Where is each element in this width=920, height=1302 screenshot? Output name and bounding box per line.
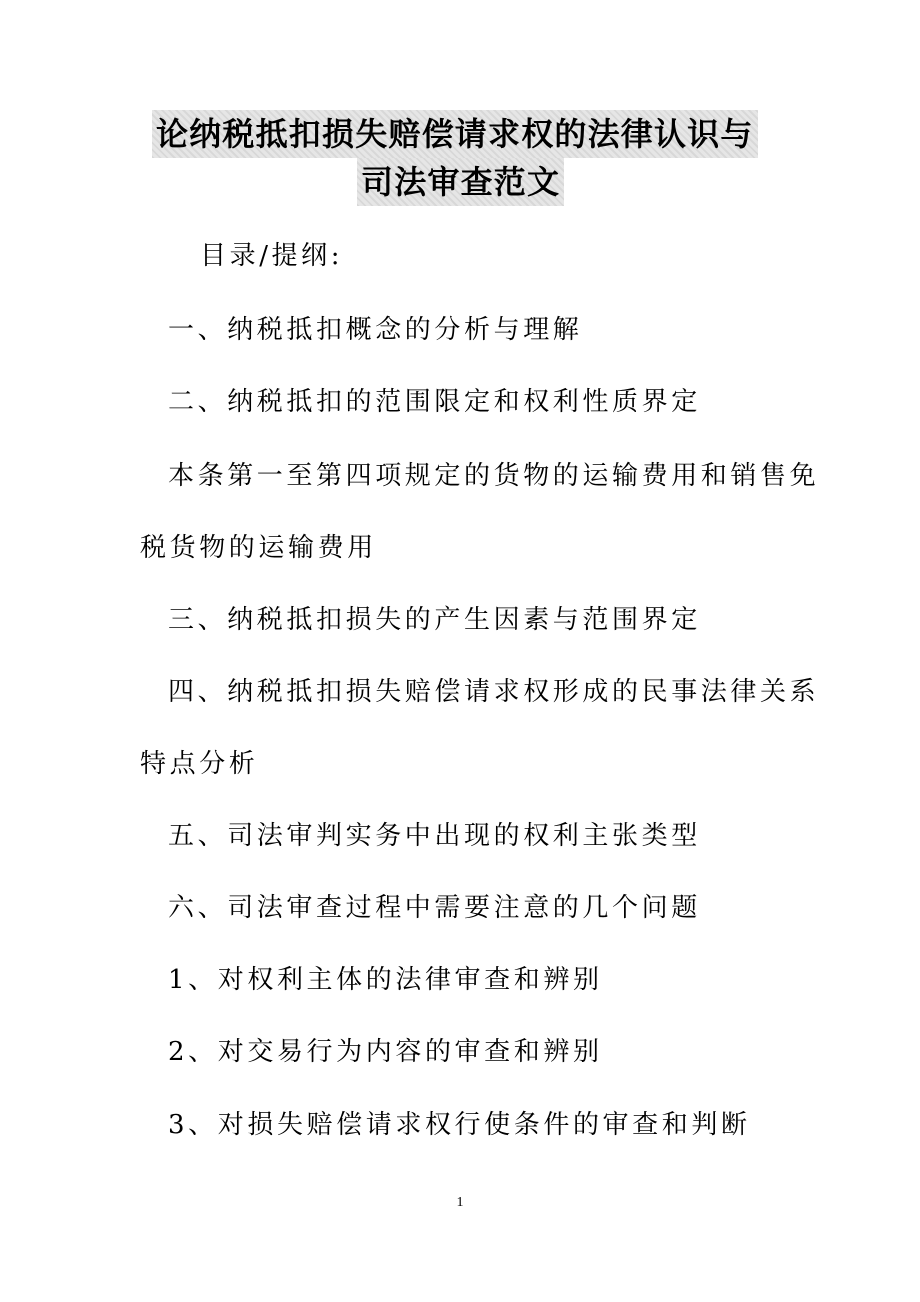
toc-item-3: 三、纳税抵扣损失的产生因素与范围界定 xyxy=(168,605,701,635)
toc-item-4-line-2: 特点分析 xyxy=(140,749,259,779)
toc-note-line-2: 税货物的运输费用 xyxy=(140,533,377,563)
toc-note-line-1: 本条第一至第四项规定的货物的运输费用和销售免 xyxy=(168,461,820,491)
toc-item-5: 五、司法审判实务中出现的权利主张类型 xyxy=(168,821,701,851)
toc-item-1: 一、纳税抵扣概念的分析与理解 xyxy=(168,315,583,345)
document-title-line-2: 司法审查范文 xyxy=(357,158,564,206)
toc-heading: 目录/提纲: xyxy=(200,241,344,271)
toc-subitem-3: 3、对损失赔偿请求权行使条件的审查和判断 xyxy=(168,1110,751,1140)
page-number: 1 xyxy=(456,1195,464,1210)
toc-item-2: 二、纳税抵扣的范围限定和权利性质界定 xyxy=(168,387,701,417)
toc-subitem-2: 2、对交易行为内容的审查和辨别 xyxy=(168,1037,603,1067)
toc-item-6: 六、司法审查过程中需要注意的几个问题 xyxy=(168,893,701,923)
toc-subitem-1: 1、对权利主体的法律审查和辨别 xyxy=(168,965,603,995)
document-title-line-1: 论纳税抵扣损失赔偿请求权的法律认识与 xyxy=(152,110,758,158)
toc-item-4-line-1: 四、纳税抵扣损失赔偿请求权形成的民事法律关系 xyxy=(168,677,820,707)
